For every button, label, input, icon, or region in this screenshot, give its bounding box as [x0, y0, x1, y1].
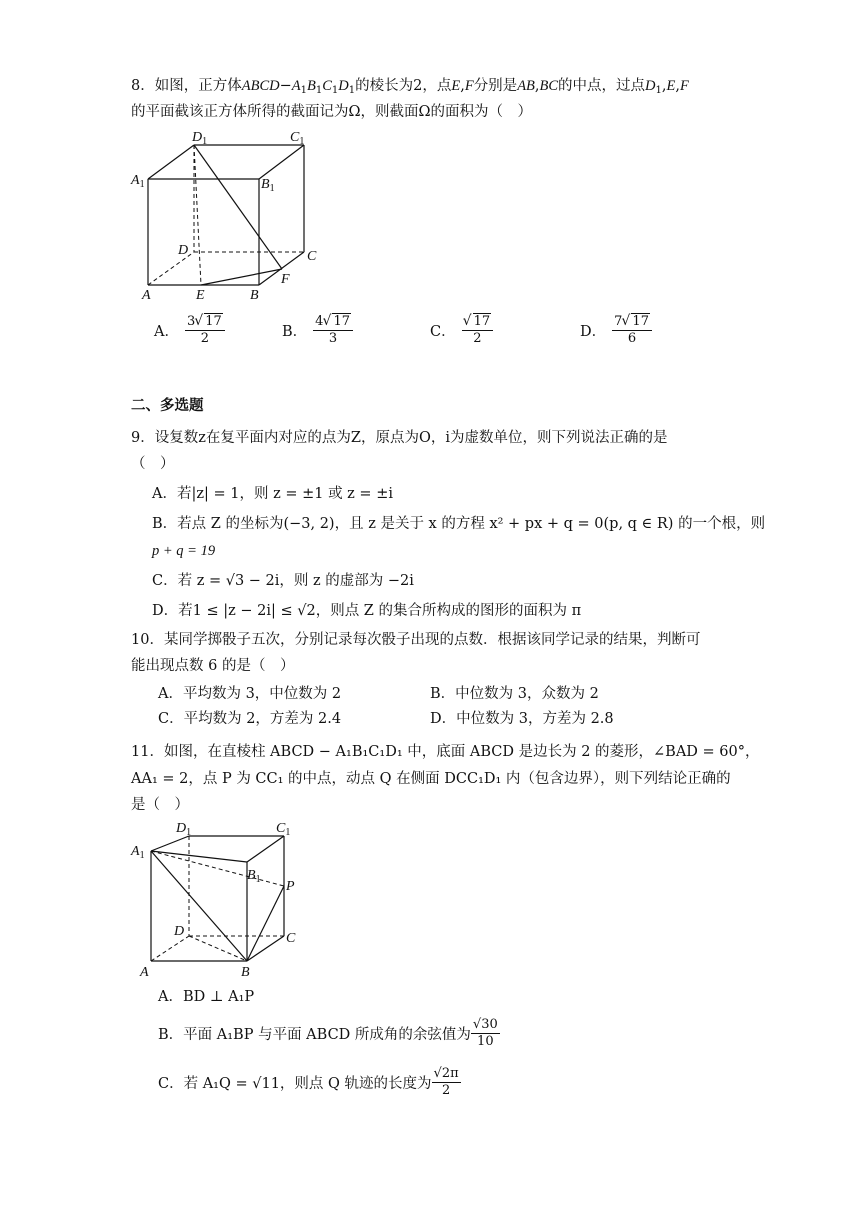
- section-title: 二、多选题: [131, 398, 204, 414]
- label-D1: $D_1$: [192, 130, 208, 147]
- label-P: P: [286, 879, 295, 894]
- label-A1: $A_1$: [131, 173, 145, 190]
- q11-option-b[interactable]: B．平面 A₁BP 与平面 ABCD 所成角的余弦值为 $\frac{√30}{10}$: [158, 1017, 498, 1049]
- label-D: D: [178, 243, 189, 258]
- q8-cube-figure: [126, 124, 326, 304]
- label-B: B: [241, 965, 250, 980]
- q9-option-b-line2[interactable]: p + q = 19: [152, 543, 216, 559]
- q10-stem-line2: 能出现点数 6 的是（ ）: [131, 658, 295, 674]
- label-B: B: [250, 288, 259, 303]
- q8-option-a[interactable]: A． $\frac{3√ 17}{2}$: [154, 314, 225, 347]
- label-B1: $B_1$: [247, 868, 261, 885]
- label-E: E: [196, 288, 205, 303]
- label-C: C: [286, 931, 296, 946]
- label-D1: $D_1$: [176, 821, 192, 838]
- q10-option-d[interactable]: D．中位数为 3，方差为 2.8: [430, 711, 614, 727]
- q9-option-c[interactable]: C．若 z = √3 − 2i，则 z 的虚部为 −2i: [152, 573, 414, 589]
- q9-option-b-line1[interactable]: B．若点 Z 的坐标为(−3, 2)，且 z 是关于 x 的方程 x² + px + q = 0(p, q ∈ R) 的一个根，则: [152, 516, 766, 532]
- q10-stem-line1: 10．某同学掷骰子五次，分别记录每次骰子出现的点数．根据该同学记录的结果，判断可: [131, 632, 701, 648]
- q8-stem-line1: 8．如图，正方体$ABCD-A_1B_1C_1D_1$的棱长为2，点E,F分别是AB,BC的中点，过点$D_1,E,F$: [131, 78, 689, 96]
- q8-option-c[interactable]: C． √ $\frac{17}{2}$: [430, 314, 493, 347]
- q9-option-d[interactable]: D．若1 ≤ |z − 2i| ≤ √2，则点 Z 的集合所构成的图形的面积为 π: [152, 603, 582, 619]
- q9-stem-line2: （ ）: [131, 456, 175, 472]
- q10-option-a[interactable]: A．平均数为 3，中位数为 2: [158, 686, 342, 702]
- q11-stem-line3: 是（ ）: [131, 797, 189, 813]
- q8-option-b[interactable]: B． $\frac{4√ 17}{3}$: [282, 314, 353, 347]
- label-C1: $C_1$: [276, 821, 291, 838]
- q11-prism-figure: [126, 816, 326, 986]
- label-C1: $C_1$: [290, 130, 305, 147]
- q11-option-c[interactable]: C．若 A₁Q = √11，则点 Q 轨迹的长度为 $\frac{√2\pi}{2}$: [158, 1066, 459, 1098]
- q11-stem-line2: AA₁ = 2，点 P 为 CC₁ 的中点，动点 Q 在侧面 DCC₁D₁ 内（包含边界），则下列结论正确的: [131, 771, 731, 787]
- q9-option-a[interactable]: A．若|z| = 1，则 z = ±1 或 z = ±i: [152, 486, 393, 502]
- q11-option-a[interactable]: A．BD ⊥ A₁P: [158, 989, 255, 1005]
- q10-option-c[interactable]: C．平均数为 2，方差为 2.4: [158, 711, 342, 727]
- q8-stem-line2: 的平面截该正方体所得的截面记为Ω，则截面Ω的面积为（ ）: [131, 104, 533, 120]
- q10-option-b[interactable]: B．中位数为 3，众数为 2: [430, 686, 599, 702]
- label-C: C: [307, 249, 317, 264]
- q8-option-d[interactable]: D． $\frac{7√ 17}{6}$: [580, 314, 652, 347]
- q11-stem-line1: 11．如图，在直棱柱 ABCD − A₁B₁C₁D₁ 中，底面 ABCD 是边长为 2 的菱形，∠BAD = 60°，: [131, 744, 760, 760]
- label-A: A: [140, 965, 149, 980]
- label-B1: $B_1$: [261, 177, 275, 194]
- label-D: D: [174, 924, 185, 939]
- q9-stem-line1: 9．设复数z在复平面内对应的点为Z，原点为O，i为虚数单位，则下列说法正确的是: [131, 430, 668, 446]
- label-A1: $A_1$: [131, 844, 145, 861]
- label-A: A: [142, 288, 151, 303]
- label-F: F: [281, 272, 290, 287]
